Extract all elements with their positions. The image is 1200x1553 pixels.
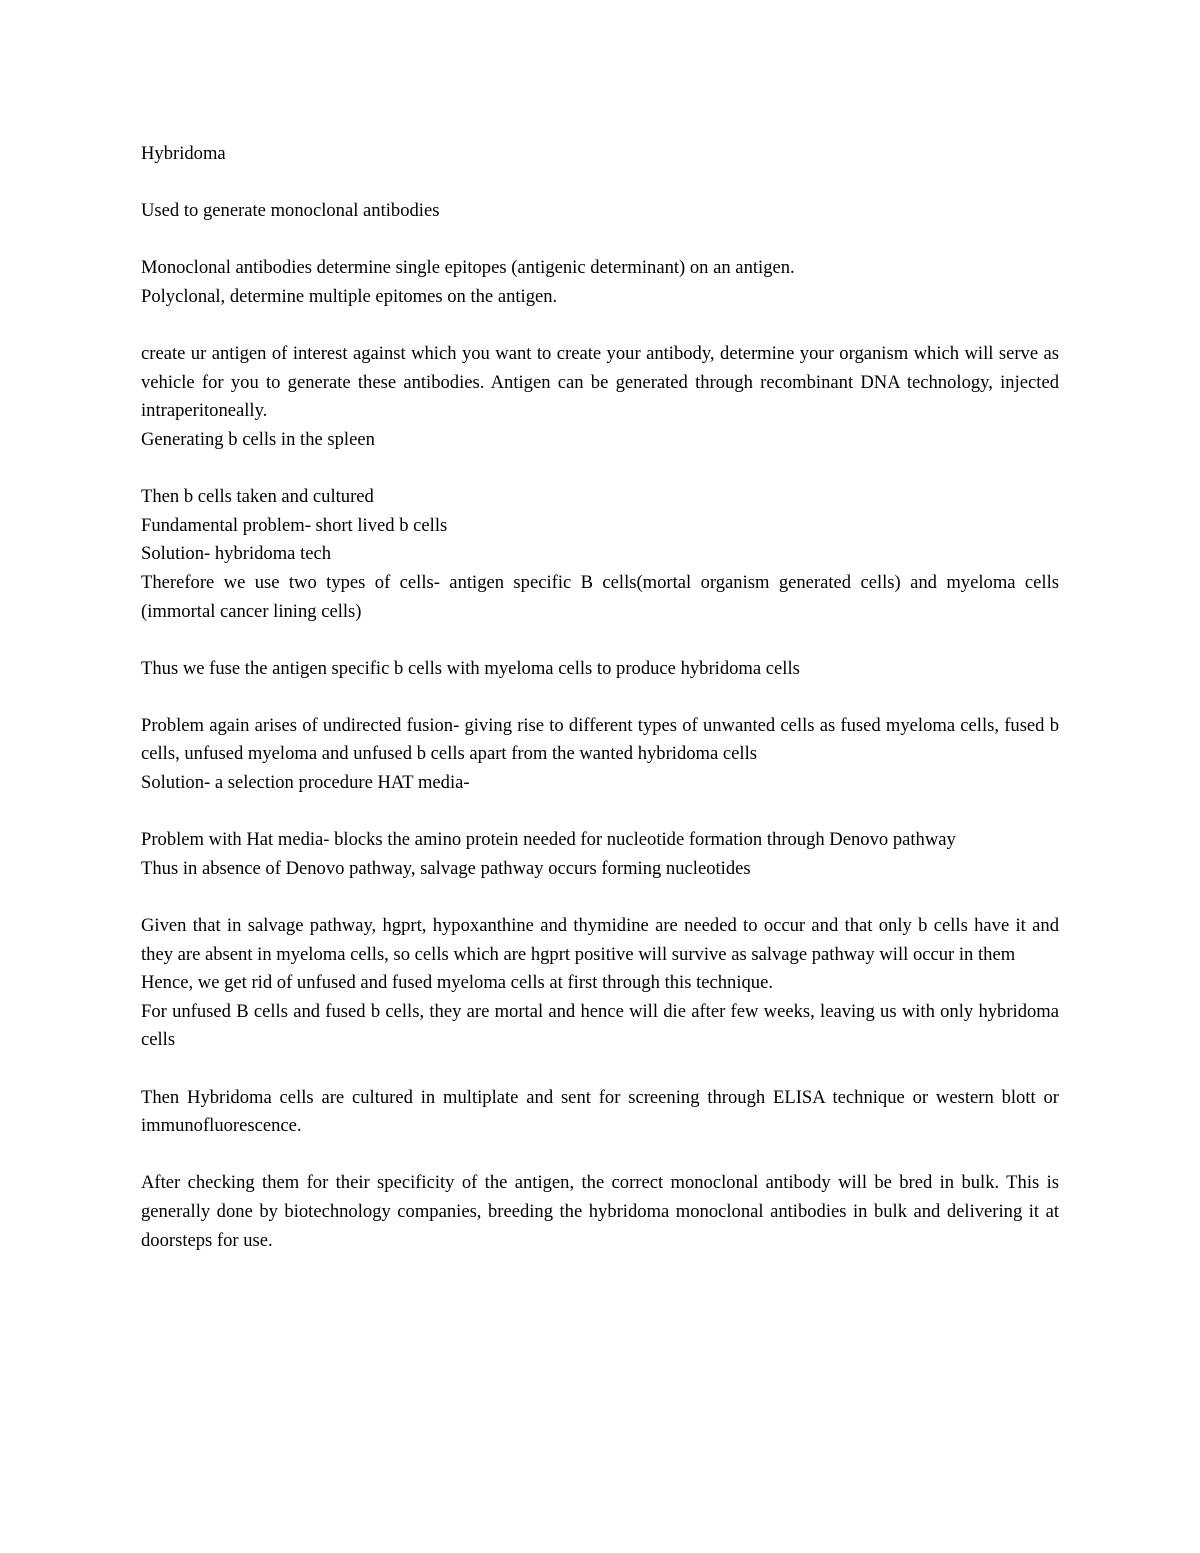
paragraph-solution-hybridoma: Solution- hybridoma tech <box>141 543 332 565</box>
paragraph-problem-again: Problem again arises of undirected fusion- giving rise to different types of unwanted cells as fused myeloma cells, fused b cells, unfused myeloma and unfused b cells apart from the wanted hybridoma cells <box>141 714 1059 765</box>
paragraph-therefore: Therefore we use two types of cells- antigen specific B cells(mortal organism generated cells) and myeloma cells (immortal cancer lining cells) <box>141 571 1059 622</box>
blank-line <box>141 798 1059 827</box>
blank-line <box>141 312 1059 341</box>
blank-line <box>141 226 1059 255</box>
paragraph-after-checking: After checking them for their specificity of the antigen, the correct monoclonal antibody will be bred in bulk. This is generally done by biotechnology companies, breeding the hybridoma monoclonal antibodies in bulk and delivering it at doorsteps for use. <box>141 1172 1059 1251</box>
paragraph-thus-absence: Thus in absence of Denovo pathway, salvage pathway occurs forming nucleotides <box>141 857 751 879</box>
paragraph-for-unfused: For unfused B cells and fused b cells, they are mortal and hence will die after few weeks, leaving us with only hybridoma cells <box>141 1000 1059 1051</box>
paragraph-create-antigen: create ur antigen of interest against which you want to create your antibody, determine your organism which will serve as vehicle for you to generate these antibodies. Antigen can be generated through recombinant DNA technology, injected intraperitoneally. <box>141 343 1059 422</box>
blank-line <box>141 883 1059 912</box>
paragraph-problem-hat: Problem with Hat media- blocks the amino protein needed for nucleotide formation through Denovo pathway <box>141 829 956 851</box>
paragraph-given-salvage: Given that in salvage pathway, hgprt, hypoxanthine and thymidine are needed to occur and that only b cells have it and they are absent in myeloma cells, so cells which are hgprt positive will survive as salvage pathway will occur in them <box>141 915 1059 965</box>
blank-line <box>141 683 1059 712</box>
blank-line <box>141 455 1059 484</box>
blank-line <box>141 1141 1059 1170</box>
paragraph-generating: Generating b cells in the spleen <box>141 428 375 450</box>
paragraph-thus-fuse: Thus we fuse the antigen specific b cells with myeloma cells to produce hybridoma cells <box>141 657 800 679</box>
paragraph-used: Used to generate monoclonal antibodies <box>141 200 440 222</box>
paragraph-solution-hat: Solution- a selection procedure HAT media- <box>141 772 470 794</box>
blank-line <box>141 626 1059 655</box>
paragraph-then-b-cells: Then b cells taken and cultured <box>141 486 374 508</box>
blank-line <box>141 1055 1059 1084</box>
paragraph-polyclonal: Polyclonal, determine multiple epitomes on the antigen. <box>141 285 558 307</box>
paragraph-fundamental-problem: Fundamental problem- short lived b cells <box>141 514 448 536</box>
document-body <box>141 140 1059 1255</box>
document-title: Hybridoma <box>141 143 226 164</box>
paragraph-then-hybridoma: Then Hybridoma cells are cultured in multiplate and sent for screening through ELISA technique or western blott or immunofluorescence. <box>141 1086 1059 1137</box>
paragraph-hence: Hence, we get rid of unfused and fused myeloma cells at first through this technique. <box>141 972 774 994</box>
paragraph-monoclonal: Monoclonal antibodies determine single epitopes (antigenic determinant) on an antigen. <box>141 257 795 279</box>
blank-line <box>141 169 1059 198</box>
